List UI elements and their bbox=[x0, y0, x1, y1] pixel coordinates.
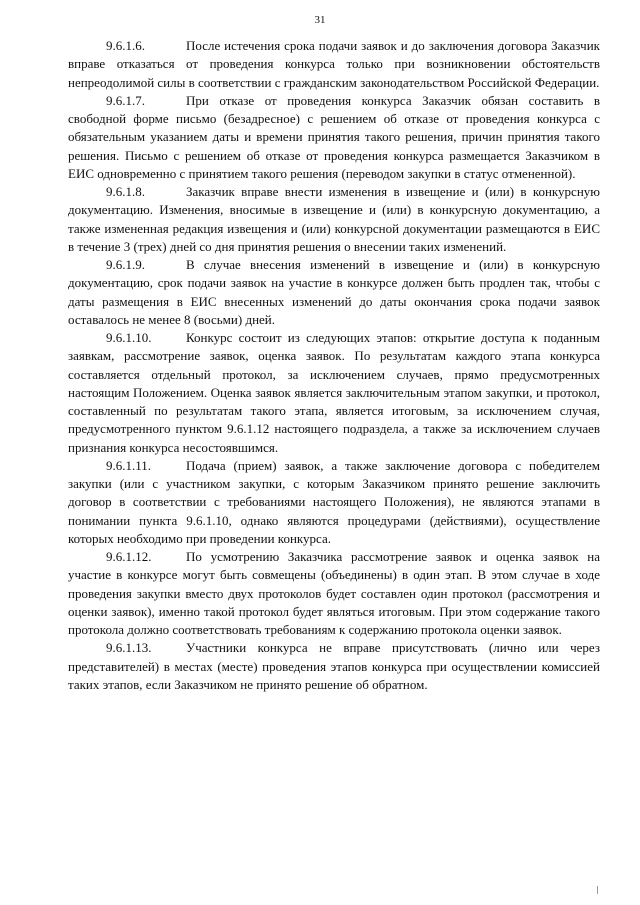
paragraph-9-6-1-6 bbox=[68, 37, 600, 92]
paragraph-text: По усмотрению Заказчика рассмотрение заявок и оценка заявок на участие в конкурсе могут быть совмещены (объединены) в один этап. В этом случае в ходе проведения закупки вместо двух протоколов будет составлен один протокол (рассмотрения и оценки заявок), именно такой протокол будет являться итоговым. При этом содержание такого протокола должно соответствовать требованиям к содержанию протокола оценки заявок. bbox=[68, 549, 600, 637]
document-body bbox=[68, 37, 600, 694]
paragraph-number: 9.6.1.13. bbox=[106, 640, 152, 656]
paragraph-text: Заказчик вправе внести изменения в извещение и (или) в конкурсную документацию. Изменения, вносимые в извещение и (или) в конкурсную документацию, а также измененная редакция извещения и (или) конкурсной документации размещаются в ЕИС в течение 3 (трех) дней со дня принятия решения о внесении таких изменений. bbox=[68, 184, 600, 254]
paragraph-number: 9.6.1.6. bbox=[106, 38, 145, 53]
paragraph-text: Конкурс состоит из следующих этапов: открытие доступа к поданным заявкам, рассмотрение заявок, оценка заявок. По результатам каждого этапа конкурса составляется отдельный протокол, за исключением случаев, прямо предусмотренных настоящим Положением. Оценка заявок является заключительным этапом закупки, и протокол, составленный по результатам такого этапа, является итоговым, за исключением случая, предусмотренного пунктом 9.6.1.12 настоящего подраздела, а также за исключением случаев признания конкурса несостоявшимся. bbox=[68, 330, 600, 455]
paragraph-number: 9.6.1.7. bbox=[106, 92, 145, 108]
paragraph-9-6-1-8 bbox=[68, 183, 600, 256]
paragraph-9-6-1-9 bbox=[68, 256, 600, 329]
paragraph-9-6-1-13 bbox=[68, 639, 600, 694]
paragraph-number: 9.6.1.9. bbox=[106, 257, 145, 272]
paragraph-number: 9.6.1.12. bbox=[106, 549, 152, 564]
paragraph-9-6-1-7 bbox=[68, 92, 600, 183]
paragraph-9-6-1-12 bbox=[68, 548, 600, 639]
paragraph-number: 9.6.1.8. bbox=[106, 184, 145, 199]
paragraph-text: При отказе от проведения конкурса Заказчик обязан составить в свободной форме письмо (безадресное) с решением об отказе от проведения конкурса с обязательным указанием даты и времени принятия такого решения, причин принятия такого решения. Письмо с решением об отказе от проведения конкурса размещается Заказчиком в ЕИС одновременно с принятием такого решения (переводом закупки в статус отмененной). bbox=[68, 92, 600, 181]
paragraph-9-6-1-10 bbox=[68, 329, 600, 457]
paragraph-text: Участники конкурса не вправе присутствовать (лично или через представителей) в местах (месте) проведения этапов конкурса при осуществлении комиссией таких этапов, если Заказчиком не принято решение об обратном. bbox=[68, 640, 600, 692]
paragraph-9-6-1-11 bbox=[68, 457, 600, 548]
paragraph-text: Подача (прием) заявок, а также заключение договора с победителем закупки (или с участником закупки, с которым Заказчиком принято решение заключить договор в соответствии с требованиями настоящего Положения), не являются этапами в понимании пункта 9.6.1.10, однако являются процедурами (действиями), осуществление которых необходимо при проведении конкурса. bbox=[68, 457, 600, 546]
paragraph-number: 9.6.1.10. bbox=[106, 330, 152, 345]
scan-mark bbox=[597, 886, 598, 894]
paragraph-text: В случае внесения изменений в извещение и (или) в конкурсную документацию, срок подачи заявок на участие в конкурсе должен быть продлен так, чтобы с даты размещения в ЕИС внесенных изменений до даты окончания срока подачи заявок оставалось не менее 8 (восьми) дней. bbox=[68, 257, 600, 327]
page-number: 31 bbox=[314, 14, 326, 26]
paragraph-number: 9.6.1.11. bbox=[106, 457, 152, 473]
paragraph-text: После истечения срока подачи заявок и до заключения договора Заказчик вправе отказаться от проведения конкурса только при возникновении обстоятельств непреодолимой силы в соответствии с гражданским законодательством Российской Федерации. bbox=[68, 38, 600, 90]
